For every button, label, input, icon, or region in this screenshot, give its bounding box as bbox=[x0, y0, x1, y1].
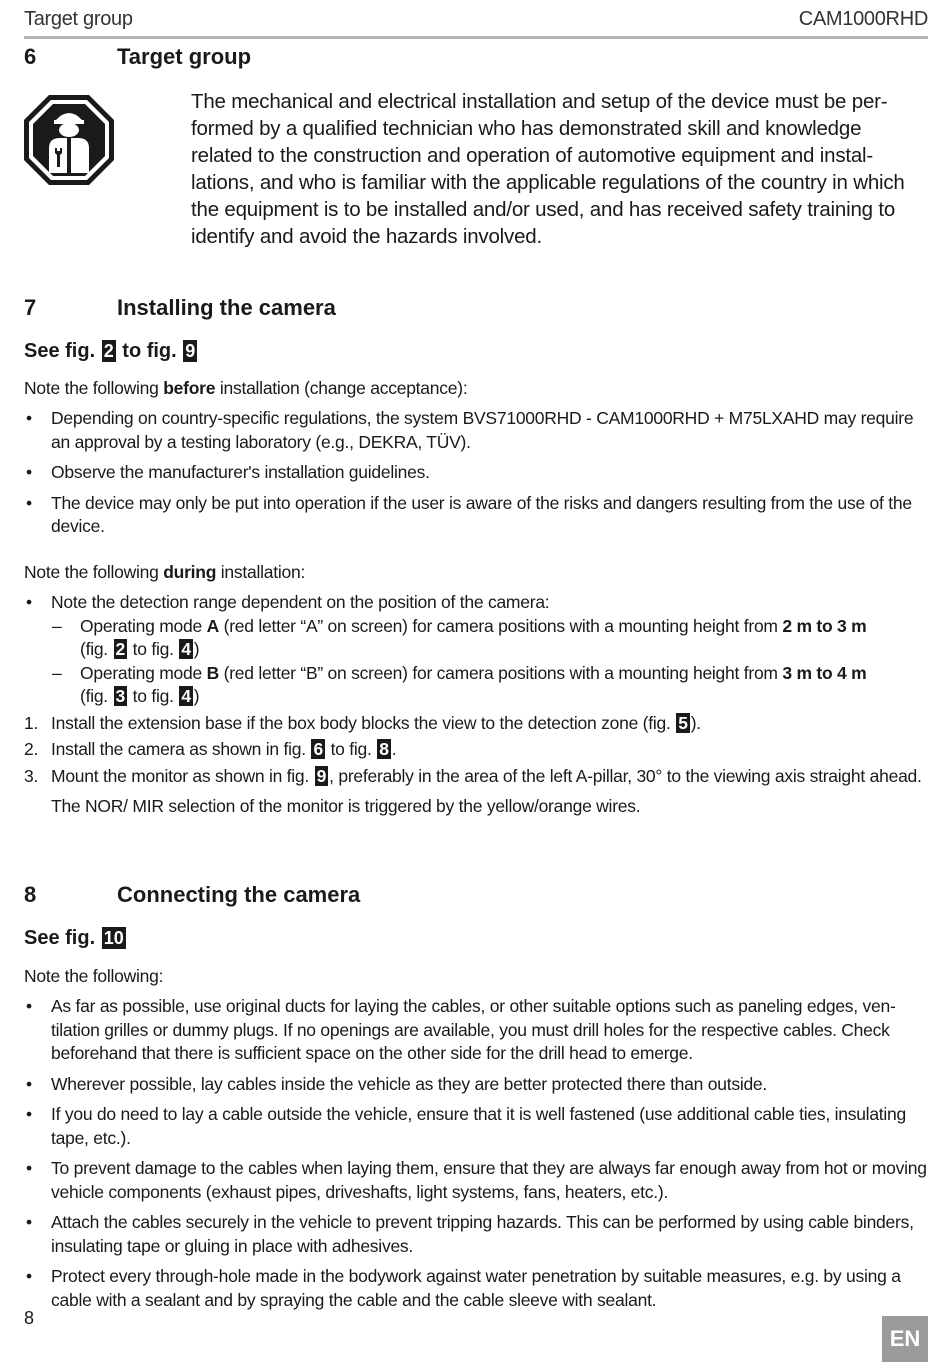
text: to fig. bbox=[325, 739, 377, 759]
list-item bbox=[24, 1073, 929, 1097]
list-item-text: Note the detection range dependent on the position of the camera: bbox=[51, 592, 550, 612]
list-item bbox=[24, 1211, 929, 1258]
sub-list-item-mode-b bbox=[24, 662, 929, 709]
list-item bbox=[24, 1265, 929, 1312]
section-title: Target group bbox=[117, 44, 252, 69]
figure-badge: 2 bbox=[103, 341, 114, 361]
list-item-text: Attach the cables securely in the vehicle to prevent tripping hazards. This can be performed by using cable binders, insulating tape or gluing in place with adhesives. bbox=[51, 1212, 914, 1256]
list-item bbox=[24, 591, 929, 615]
dash-icon: – bbox=[52, 615, 62, 636]
list-item-text: Depending on country-specific regulations, the system BVS71000RHD - CAM1000RHD + M75LXAHD may require an approval by a testing laboratory (e.g., DEKRA, TÜV). bbox=[51, 408, 914, 452]
text: (red letter “B” on screen) for camera positions with a mounting height from bbox=[219, 662, 783, 683]
before-installation-note bbox=[24, 377, 929, 401]
during-installation-list bbox=[24, 591, 929, 819]
page-header bbox=[24, 8, 928, 39]
text: Install the extension base if the box body blocks the view to the detection zone (fig. bbox=[51, 712, 676, 733]
connecting-list bbox=[24, 995, 929, 1312]
step-number: 3. bbox=[24, 765, 39, 786]
list-item-text: To prevent damage to the cables when laying them, ensure that they are always far enough away from hot or moving vehicle components (exhaust pipes, driveshafts, light systems, fans, heaters, etc.). bbox=[51, 1158, 927, 1202]
figure-badge: 9 bbox=[316, 765, 327, 786]
section-number: 6 bbox=[24, 44, 37, 69]
step-note bbox=[24, 795, 929, 819]
bullet-icon: • bbox=[26, 408, 32, 428]
figure-badge: 6 bbox=[313, 739, 323, 759]
language-tab: EN bbox=[882, 1316, 928, 1362]
text: ). bbox=[690, 712, 701, 733]
to-fig-label: to fig. bbox=[122, 340, 177, 362]
section-number: 7 bbox=[24, 295, 37, 320]
text: Install the camera as shown in fig. bbox=[51, 739, 311, 759]
see-fig-label: See fig. bbox=[24, 927, 96, 949]
list-item-text: The device may only be put into operation if the user is aware of the risks and dangers resulting from the use of the device. bbox=[51, 492, 912, 536]
note-text: installation (change acceptance): bbox=[215, 378, 468, 398]
list-item-text: Wherever possible, lay cables inside the vehicle as they are better protected there than outside. bbox=[51, 1073, 768, 1094]
note-emphasis: during bbox=[163, 562, 217, 582]
height-range: 2 m to 3 m bbox=[782, 615, 867, 636]
bullet-icon: • bbox=[26, 1266, 32, 1286]
text: Operating mode bbox=[80, 615, 207, 636]
bullet-icon: • bbox=[26, 592, 32, 612]
text: to fig. bbox=[128, 686, 179, 706]
note-text: installation: bbox=[216, 562, 306, 582]
figure-badge: 9 bbox=[185, 341, 196, 361]
text: The NOR/ MIR selection of the monitor is triggered by the yellow/orange wires. bbox=[51, 796, 641, 816]
header-model: CAM1000RHD bbox=[798, 8, 928, 30]
bullet-icon: • bbox=[26, 1073, 32, 1094]
see-figure-heading bbox=[24, 340, 198, 363]
header-section-title: Target group bbox=[24, 8, 133, 30]
note-text: Note the following bbox=[24, 378, 164, 398]
step-number: 2. bbox=[24, 739, 39, 759]
list-item bbox=[24, 461, 929, 485]
section-title: Installing the camera bbox=[117, 295, 336, 320]
figure-badge: 8 bbox=[379, 739, 389, 759]
figure-badge: 2 bbox=[115, 639, 126, 659]
list-item-text: Observe the manufacturer's installation guidelines. bbox=[51, 462, 430, 482]
page-number: 8 bbox=[24, 1308, 35, 1328]
text: to fig. bbox=[128, 639, 179, 659]
before-installation-list bbox=[24, 407, 929, 539]
step-item bbox=[24, 765, 929, 789]
mode-letter: A bbox=[206, 615, 219, 636]
note-emphasis: before bbox=[163, 378, 216, 398]
bullet-icon: • bbox=[26, 492, 32, 513]
text: (red letter “A” on screen) for camera positions with a mounting height from bbox=[219, 615, 783, 636]
bullet-icon: • bbox=[26, 996, 32, 1016]
text: . bbox=[391, 739, 397, 759]
text: Operating mode bbox=[80, 662, 207, 683]
figure-badge: 10 bbox=[103, 928, 124, 948]
text: (fig. bbox=[80, 639, 113, 659]
list-item bbox=[24, 492, 929, 539]
list-item-text: Protect every through-hole made in the bodywork against water penetration by suitable measures, e.g. by using a cable with a sealant and by spraying the cable and the cable sleeve with sealant. bbox=[51, 1266, 901, 1310]
bullet-icon: • bbox=[26, 1158, 32, 1178]
dash-icon: – bbox=[52, 662, 62, 683]
text: Mount the monitor as shown in fig. bbox=[51, 765, 314, 786]
step-number: 1. bbox=[24, 712, 39, 733]
figure-badge: 3 bbox=[115, 686, 126, 706]
connecting-note: Note the following: bbox=[24, 966, 164, 986]
step-item bbox=[24, 712, 929, 736]
see-fig-label: See fig. bbox=[24, 340, 96, 362]
text: , preferably in the area of the left A-pillar, 30° to the viewing axis straight ahead. bbox=[329, 765, 922, 786]
text: ) bbox=[193, 686, 200, 706]
figure-badge: 4 bbox=[181, 686, 191, 706]
bullet-icon: • bbox=[26, 462, 32, 482]
list-item bbox=[24, 407, 929, 454]
figure-badge: 4 bbox=[181, 639, 191, 659]
note-text: Note the following bbox=[24, 562, 164, 582]
list-item-text: If you do need to lay a cable outside the vehicle, ensure that it is well fastened (use additional cable ties, insulating tape, etc.). bbox=[51, 1104, 907, 1148]
see-figure-heading bbox=[24, 927, 127, 950]
during-installation-note bbox=[24, 561, 929, 585]
bullet-icon: • bbox=[26, 1104, 32, 1124]
figure-badge: 5 bbox=[678, 712, 688, 733]
list-item bbox=[24, 1103, 929, 1150]
bullet-icon: • bbox=[26, 1212, 32, 1232]
mode-letter: B bbox=[206, 662, 219, 683]
sub-list-item-mode-a bbox=[24, 615, 929, 662]
list-item bbox=[24, 1157, 929, 1204]
step-item bbox=[24, 738, 929, 762]
text: ) bbox=[193, 639, 200, 659]
text: (fig. bbox=[80, 686, 113, 706]
height-range: 3 m to 4 m bbox=[782, 662, 867, 683]
section-title: Connecting the camera bbox=[117, 882, 361, 907]
target-group-text: The mechanical and electrical installation and setup of the device must be performed by a qualified technician who has demonstrated skill and knowledge related to the construction and operation of automotive equipment and installations, and who is familiar with the applicable regulations of the country in which the equipment is to be installed and/or used, and has received safety training to identify and avoid the hazards involved. bbox=[191, 90, 905, 248]
section-number: 8 bbox=[24, 882, 37, 907]
qualified-technician-icon bbox=[22, 93, 116, 187]
list-item-text: As far as possible, use original ducts for laying the cables, or other suitable options such as paneling edges, ventilation grilles or dummy plugs. If no openings are available, you must drill holes for the respective cables. Check beforehand that there is sufficient space on the other side for the drill head to emerge. bbox=[51, 996, 896, 1063]
list-item bbox=[24, 995, 929, 1066]
